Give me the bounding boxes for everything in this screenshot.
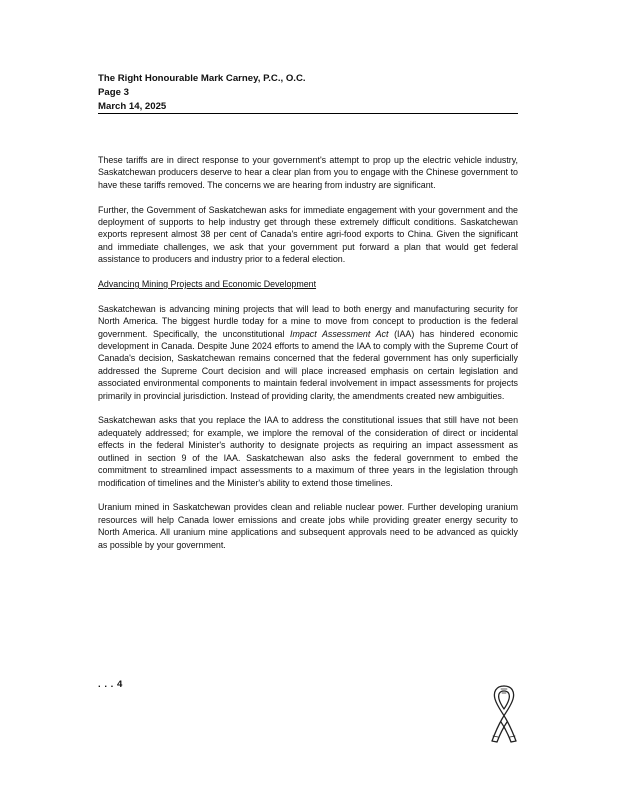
paragraph-mining xyxy=(98,303,518,402)
letter-body xyxy=(98,154,518,563)
continued-marker: . . . 4 xyxy=(98,679,123,690)
paragraph-uranium: Uranium mined in Saskatchewan provides clean and reliable nuclear power. Further developing uranium resources will help Canada lower emissions and create jobs while providing greater energy security to North America. All uranium mine applications and subsequent approvals need to be advanced as quickly as possible by your government. xyxy=(98,502,518,550)
paragraph-iaa-replacement: Saskatchewan asks that you replace the IAA to address the constitutional issues that still have not been adequately addressed; for example, we implore the removal of the consideration of direct or incidental effects in the federal Minister's authority to designate projects as requiring an impact assessment as outlined in section 9 of the IAA. Saskatchewan also asks the federal government to embed the commitment to streamlined impact assessments to a maximum of three years in the legislation through modification of timelines and the Minister's ability to extend those timelines. xyxy=(98,415,518,488)
letter-date: March 14, 2025 xyxy=(98,101,167,112)
section-heading-mining: Advancing Mining Projects and Economic Development xyxy=(98,279,317,290)
letter-header xyxy=(98,72,518,114)
act-title: Impact Assessment Act xyxy=(290,328,389,339)
recipient-name: The Right Honourable Mark Carney, P.C., O.C. xyxy=(98,73,306,84)
paragraph-engagement: Further, the Government of Saskatchewan asks for immediate engagement with your government and the deployment of supports to help industry get through these extremely difficult conditions. Saskatchewan exports represent almost 38 per cent of Canada's entire agri-food exports to China. Given the significant and immediate challenges, we ask that your government put forward a plan that would get federal assistance to producers and industry prior to a federal election. xyxy=(98,204,518,265)
mining-text-start: Saskatchewan is advancing mining projects that will lead to both energy and manufacturing security for North America. The biggest hurdle today for a mine to move from concept to production is the federal government. Specifically, the unconstitutional xyxy=(98,303,518,339)
mining-text-end: (IAA) has hindered economic development in Canada. Despite June 2024 efforts to amend the IAA to comply with the Supreme Court of Canada's decision, Saskatchewan remains concerned that the federal government has only superficially addressed the Supreme Court decision and will place increased emphasis on certain legislation and associated environmental components to maintain federal involvement in impact assessments for projects primarily in provincial jurisdiction. Instead of providing clarity, the amendments created new ambiguities. xyxy=(98,328,518,401)
page-number: Page 3 xyxy=(98,87,129,98)
paragraph-tariffs: These tariffs are in direct response to your government's attempt to prop up the electric vehicle industry, Saskatchewan producers deserve to hear a clear plan from you to engage with the Chinese government to have these tariffs removed. The concerns we are hearing from industry are significant. xyxy=(98,155,518,190)
header-divider xyxy=(98,113,518,114)
awareness-ribbon-icon xyxy=(484,682,524,744)
